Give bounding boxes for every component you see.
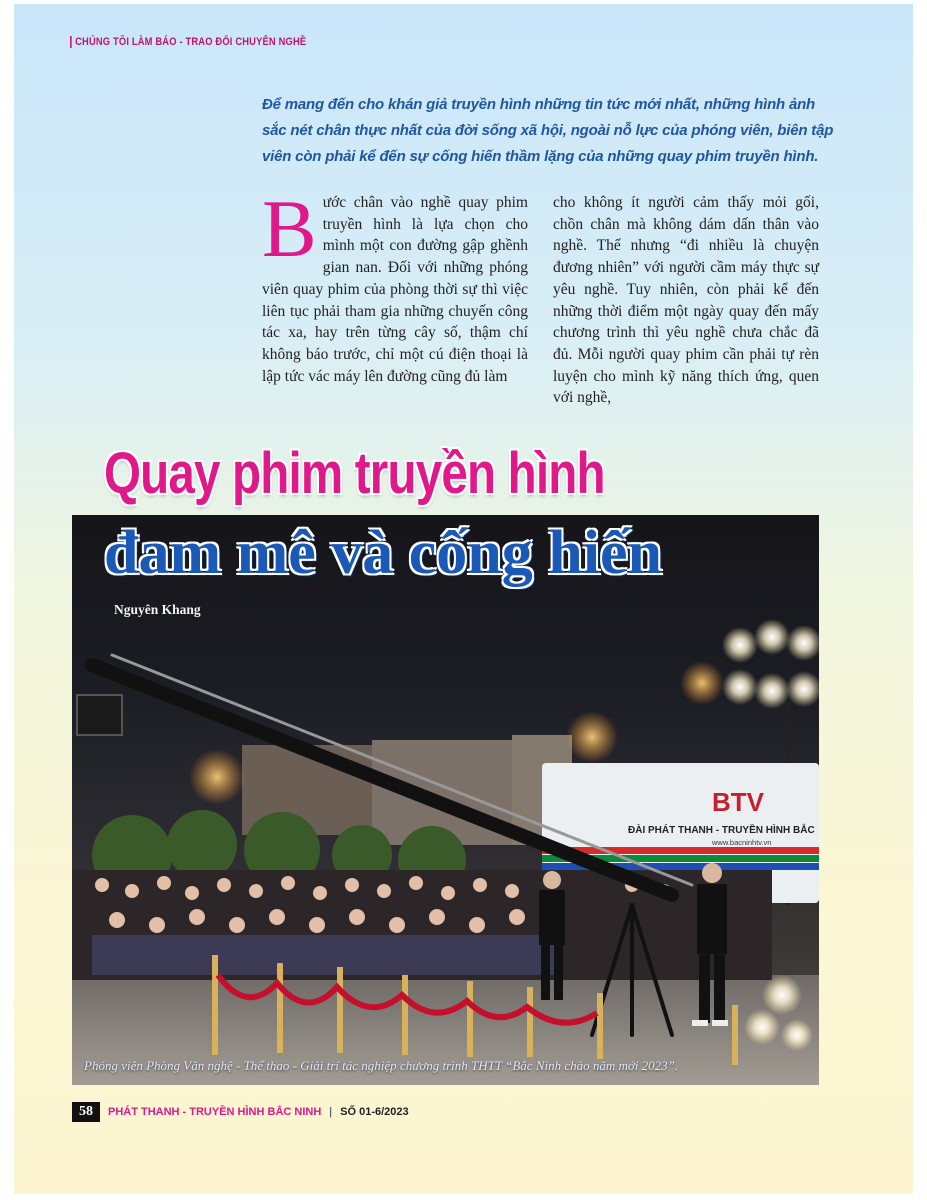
footer-separator: | (329, 1106, 333, 1118)
publication-name: PHÁT THANH - TRUYỀN HÌNH BẮC NINH (108, 1106, 322, 1118)
issue-number: SỐ 01-6/2023 (340, 1106, 409, 1118)
page-number: 58 (72, 1102, 100, 1122)
page-footer (72, 1102, 409, 1122)
body-text-left: ước chân vào nghề quay phim truyền hình là lựa chọn cho mình một con đường gập ghềnh gian nan. Đối với những phóng viên quay phim của phòng thời sự thì việc liên tục phải tham gia những chuyến công tác xa, hay trên từng cây số, thậm chí không báo trước, chỉ một cú điện thoại là lập tức vác máy lên đường cũng đủ làm (262, 194, 528, 385)
lead-paragraph: Để mang đến cho khán giả truyền hình những tin tức mới nhất, những hình ảnh sắc nét chân thực nhất của đời sống xã hội, ngoài nỗ lực của phóng viên, biên tập viên còn phải kể đến sự cống hiến thầm lặng của những quay phim truyền hình. (262, 96, 834, 165)
drop-cap: B (262, 183, 317, 274)
van-logo: BTV (712, 787, 764, 817)
feature-photo (72, 515, 819, 1085)
van-url: www.bacninhtv.vn (712, 838, 772, 847)
van-station-name: ĐÀI PHÁT THANH - TRUYỀN HÌNH BẮC (628, 825, 815, 836)
warm-light-3 (680, 661, 724, 705)
photo-caption: Phóng viên Phòng Văn nghệ - Thể thao - Giải trí tác nghiệp chương trình THTT “Bắc Ninh chào năm mới 2023”. (84, 1058, 679, 1073)
headline-line-2: đam mê và cống hiến (104, 519, 662, 587)
body-column-right (553, 192, 819, 409)
body-text-right: cho không ít người cảm thấy mỏi gối, chồn chân mà không dám dấn thân vào nghề. Thế nhưng “đi nhiều là chuyện đương nhiên” với người cầm máy thực sự yêu nghề. Tuy nhiên, còn phải kể đến những thời điểm một ngày quay đến mấy chương trình thì yêu nghề chưa chắc đã đủ. Mỗi người quay phim cần phải tự rèn luyện cho mình kỹ năng thích ứng, quen với nghề, (553, 194, 819, 407)
body-column-left (262, 183, 528, 387)
warm-light-2 (566, 711, 618, 763)
section-tag: CHÚNG TÔI LÀM BÁO - TRAO ĐỔI CHUYÊN NGHỀ (70, 36, 306, 48)
warm-light-1 (189, 749, 245, 805)
author-byline: Nguyên Khang (114, 602, 201, 617)
headline-line-1: Quay phim truyền hình (104, 441, 605, 506)
